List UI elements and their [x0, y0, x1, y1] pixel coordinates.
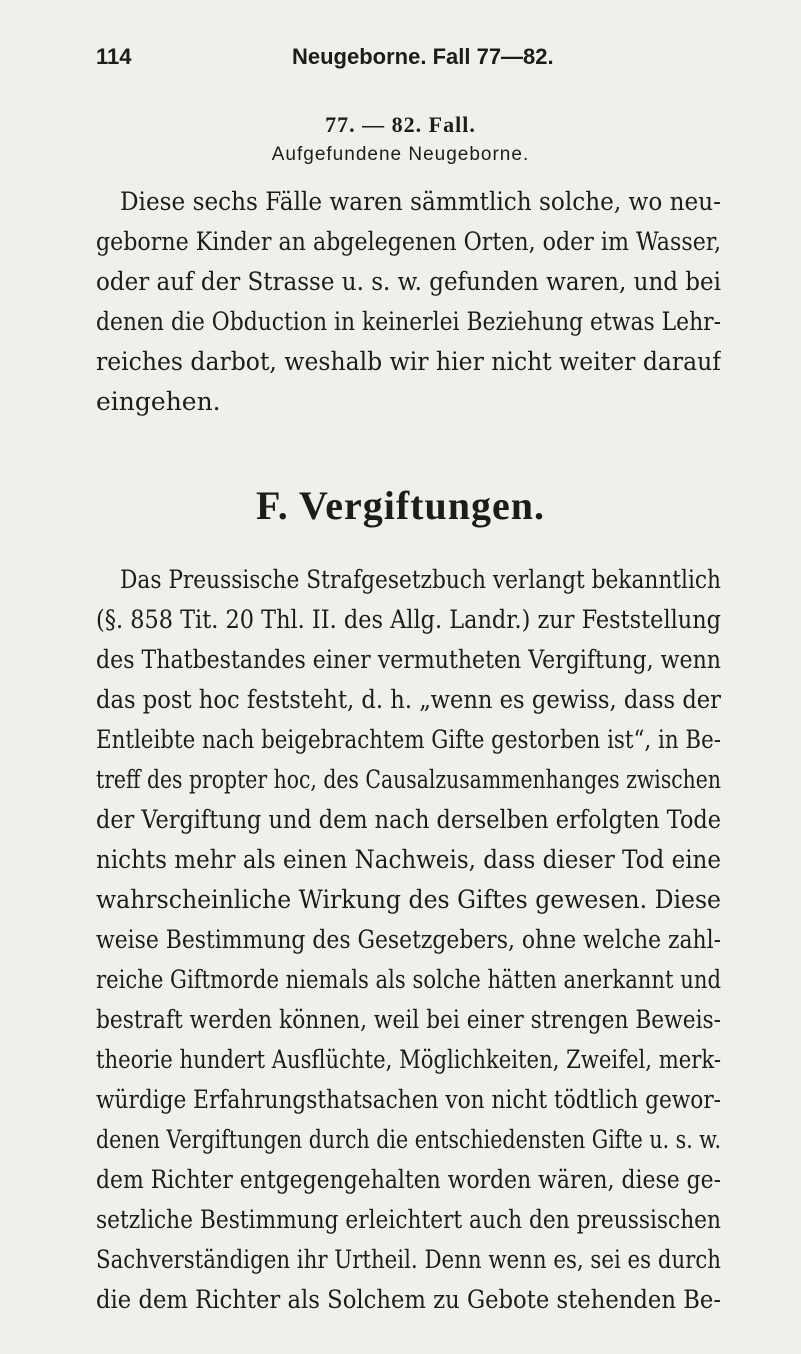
text-line: denen Vergiftungen durch die entschiedensten Gifte u. s. w. — [96, 1125, 721, 1154]
text-line: weise Bestimmung des Gesetzgebers, ohne welche zahl- — [96, 925, 721, 954]
text-line: Das Preussische Strafgesetzbuch verlangt bekanntlich — [120, 565, 721, 594]
running-head — [96, 44, 656, 74]
text-line: das post hoc feststeht, d. h. „wenn es gewiss, dass der — [96, 685, 721, 714]
text-line: reiche Giftmorde niemals als solche hätten anerkannt und — [96, 965, 721, 994]
text-line: Sachverständigen ihr Urtheil. Denn wenn es, sei es durch — [96, 1245, 721, 1274]
text-line: dem Richter entgegengehalten worden wären, diese ge- — [96, 1165, 721, 1194]
text-line: würdige Erfahrungsthatsachen von nicht tödtlich gewor- — [96, 1085, 721, 1114]
text-line: bestraft werden können, weil bei einer strengen Beweis- — [96, 1005, 721, 1034]
text-line: der Vergiftung und dem nach derselben erfolgten Tode — [96, 805, 721, 834]
text-line: reiches darbot, weshalb wir hier nicht weiter darauf — [96, 347, 721, 376]
text-line: (§. 858 Tit. 20 Thl. II. des Allg. Landr.) zur Feststellung — [96, 605, 721, 634]
text-line: setzliche Bestimmung erleichtert auch den preussischen — [96, 1205, 721, 1234]
text-line: eingehen. — [96, 387, 221, 416]
text-line: theorie hundert Ausflüchte, Möglichkeiten, Zweifel, merk- — [96, 1045, 721, 1074]
case-heading: 77. — 82. Fall. — [325, 112, 476, 137]
text-line: denen die Obduction in keinerlei Beziehung etwas Lehr- — [96, 307, 721, 336]
text-line: treff des propter hoc, des Causalzusammenhanges zwischen — [96, 765, 721, 794]
paragraph-1 — [96, 182, 721, 422]
text-line: wahrscheinliche Wirkung des Giftes gewesen. Diese — [96, 885, 721, 914]
page-number: 114 — [96, 44, 132, 69]
text-line: nichts mehr als einen Nachweis, dass dieser Tod eine — [96, 845, 721, 874]
running-title: Neugeborne. Fall 77—82. — [292, 44, 554, 69]
case-subtitle: Aufgefundene Neugeborne. — [271, 144, 530, 165]
text-line: Diese sechs Fälle waren sämmtlich solche, wo neu- — [120, 187, 721, 216]
text-line: des Thatbestandes einer vermutheten Vergiftung, wenn — [96, 645, 721, 674]
text-line: geborne Kinder an abgelegenen Orten, oder im Wasser, — [96, 227, 721, 256]
text-line: Entleibte nach beigebrachtem Gifte gestorben ist“, in Be- — [96, 725, 721, 754]
section-heading: F. Vergiftungen. — [255, 483, 545, 528]
paragraph-2 — [96, 560, 721, 1320]
text-line: oder auf der Strasse u. s. w. gefunden waren, und bei — [96, 267, 721, 296]
text-line: die dem Richter als Solchem zu Gebote stehenden Be- — [96, 1285, 721, 1314]
